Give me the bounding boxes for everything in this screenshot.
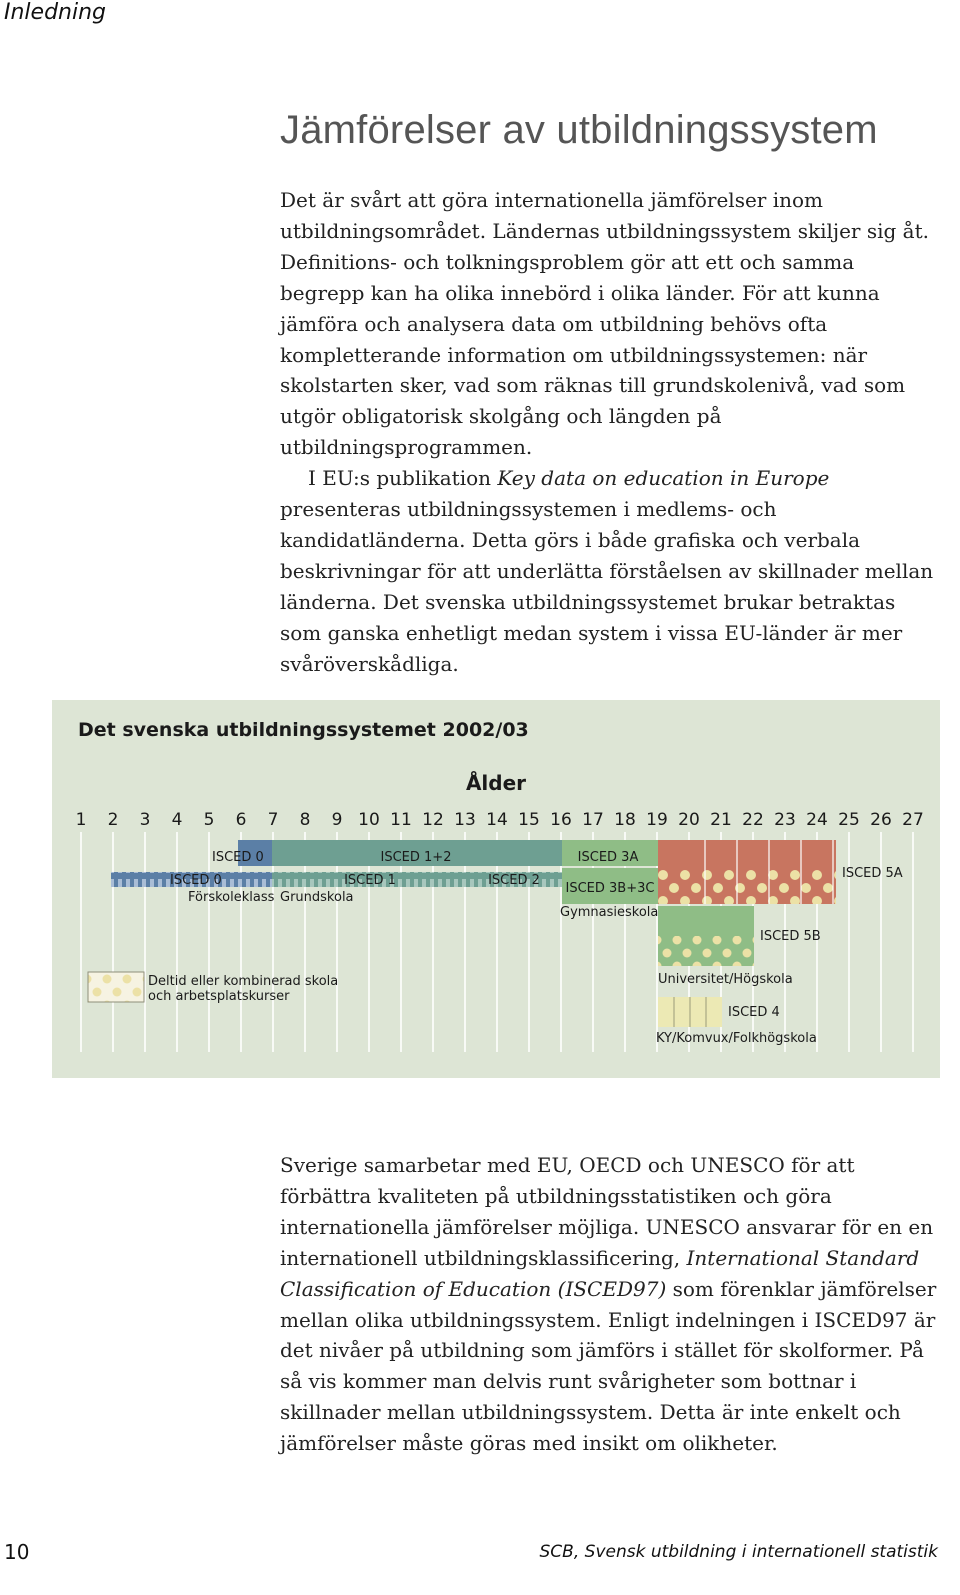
label-isced0-bottom: ISCED 0 xyxy=(170,873,222,888)
age-tick-label: 10 xyxy=(358,810,380,830)
label-universitet: Universitet/Högskola xyxy=(658,972,793,987)
intro-p2-start: I EU:s publikation xyxy=(308,466,498,491)
closing-text xyxy=(280,1150,940,1459)
age-tick-label: 2 xyxy=(107,810,119,830)
closing-p-end: som förenklar jämförelser mellan olika utbildningssystem. Enligt indelningen i ISCED97 är det nivåer på utbildning som jämförs i stället för skolformer. På så vis kommer man delvis runt svårigheter som bottnar i skillnader mellan utbildningssystem. Detta är inte enkelt och jämförelser måste göras med insikt om olikheter. xyxy=(280,1276,937,1456)
page-number: 10 xyxy=(4,1540,30,1564)
age-tick-label: 8 xyxy=(299,810,311,830)
running-head: Inledning xyxy=(4,0,107,25)
label-forskoleklass: Förskoleklass xyxy=(188,890,275,905)
age-tick-label: 9 xyxy=(331,810,343,830)
isced5b-block xyxy=(658,906,754,936)
legend-label-line1: Deltid eller kombinerad skola xyxy=(148,974,339,989)
key-data-publication-title: Key data on education in Europe xyxy=(497,466,830,491)
figure-title: Det svenska utbildningssystemet 2002/03 xyxy=(78,719,529,741)
intro-p2-end: presenteras utbildningssystemen i medlems- och kandidatländerna. Detta görs i både grafiska och verbala beskrivningar för att underlätta förståelsen av skillnader mellan länderna. Det svenska utbildningssystemet brukar betraktas som ganska enhetligt medan system i vissa EU-länder är mer svåröverskådliga. xyxy=(280,497,934,676)
age-tick-label: 26 xyxy=(870,810,892,830)
page-title: Jämförelser av utbildningssystem xyxy=(280,108,878,152)
label-isced5a: ISCED 5A xyxy=(842,866,903,881)
isced5b-parttime-block xyxy=(658,936,754,966)
isced5a-parttime-block xyxy=(658,870,836,904)
label-isced3b3c: ISCED 3B+3C xyxy=(565,881,655,896)
isced5a-block xyxy=(658,840,836,870)
label-isced2: ISCED 2 xyxy=(488,873,540,888)
intro-paragraph-1: Det är svårt att göra internationella jämförelser inom utbildningsområdet. Ländernas utbildningssystem skiljer sig åt. Definitions- och tolkningsproblem gör att ett och samma begrepp kan ha olika innebörd i olika länder. För att kunna jämföra och analysera data om utbildning behövs ofta kompletterande information om utbildningssystemen: när skolstarten sker, vad som räknas till grundskolenivå, vad som utgör obligatorisk skolgång och längden på utbildningsprogrammen. xyxy=(280,188,929,460)
age-tick-label: 16 xyxy=(550,810,572,830)
legend-label-line2: och arbetsplatskurser xyxy=(148,989,290,1004)
age-tick-label: 21 xyxy=(710,810,732,830)
intro-paragraph-2 xyxy=(280,463,940,679)
intro-text xyxy=(280,185,940,680)
isced97-title: International Standard Classification of Education (ISCED97) xyxy=(280,1245,920,1301)
age-tick-label: 5 xyxy=(203,810,215,830)
label-grundskola: Grundskola xyxy=(280,890,354,905)
age-axis xyxy=(76,810,924,830)
closing-paragraph xyxy=(280,1150,940,1459)
education-system-figure xyxy=(52,700,940,1078)
age-tick-label: 20 xyxy=(678,810,700,830)
age-tick-label: 25 xyxy=(838,810,860,830)
age-tick-label: 7 xyxy=(267,810,279,830)
age-tick-label: 18 xyxy=(614,810,636,830)
age-tick-label: 11 xyxy=(390,810,412,830)
age-tick-label: 6 xyxy=(235,810,247,830)
age-tick-label: 22 xyxy=(742,810,764,830)
axis-title-age: Ålder xyxy=(465,771,527,795)
closing-p-start: Sverige samarbetar med EU, OECD och UNESCO för att förbättra kvaliteten på utbildningsstatistiken och göra internationella jämförelser möjliga. UNESCO ansvarar för en en internationell utbildningsklassificering, xyxy=(280,1153,934,1270)
age-tick-label: 1 xyxy=(75,810,87,830)
label-gymnasieskola: Gymnasieskola xyxy=(560,905,659,920)
label-ky: KY/Komvux/Folkhögskola xyxy=(656,1031,817,1046)
label-isced3a: ISCED 3A xyxy=(577,850,639,865)
education-system-diagram xyxy=(52,700,940,1078)
age-tick-label: 27 xyxy=(902,810,924,830)
age-tick-label: 12 xyxy=(422,810,444,830)
age-tick-label: 3 xyxy=(139,810,151,830)
label-isced12: ISCED 1+2 xyxy=(380,850,452,865)
age-tick-label: 15 xyxy=(518,810,540,830)
age-tick-label: 24 xyxy=(806,810,828,830)
publication-name: SCB, Svensk utbildning i internationell statistik xyxy=(539,1542,938,1562)
label-isced0-top: ISCED 0 xyxy=(212,850,264,865)
age-tick-label: 23 xyxy=(774,810,796,830)
age-tick-label: 4 xyxy=(171,810,183,830)
legend-parttime-swatch xyxy=(88,972,144,1002)
age-tick-label: 17 xyxy=(582,810,604,830)
label-isced4: ISCED 4 xyxy=(728,1005,780,1020)
label-isced1: ISCED 1 xyxy=(344,873,396,888)
age-tick-label: 13 xyxy=(454,810,476,830)
label-isced5b: ISCED 5B xyxy=(760,929,821,944)
age-tick-label: 19 xyxy=(646,810,668,830)
age-tick-label: 14 xyxy=(486,810,508,830)
